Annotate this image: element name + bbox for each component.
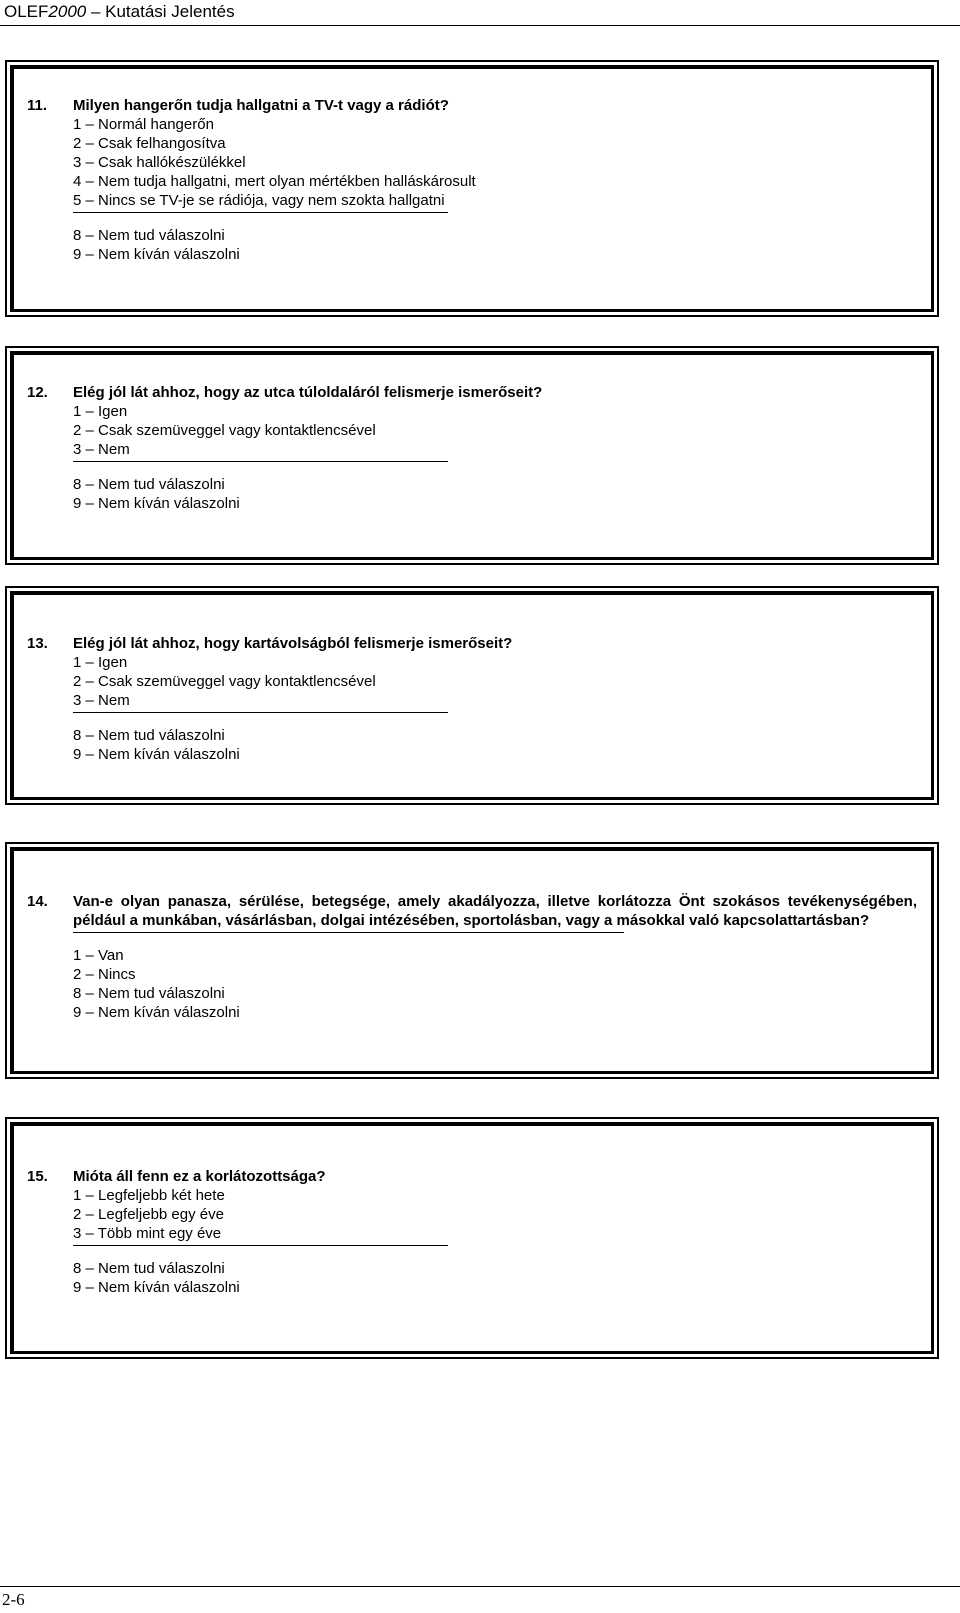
header-prefix: OLEF [4, 2, 49, 21]
question-box-11 [5, 60, 939, 317]
header-title: – Kutatási Jelentés [86, 2, 235, 21]
question-text: Elég jól lát ahhoz, hogy kartávolságból felismerje ismerőseit? [73, 635, 513, 652]
answer-option: 8 – Nem tud válaszolni [73, 476, 225, 493]
question-box-15 [5, 1117, 939, 1359]
header-series: 2000 [48, 2, 87, 21]
question-text: Elég jól lát ahhoz, hogy az utca túloldaláról felismerje ismerőseit? [73, 384, 543, 401]
question-15 [27, 1167, 917, 1186]
question-13 [27, 634, 917, 653]
answer-option: 1 – Van [73, 947, 124, 964]
answer-option: 1 – Normál hangerőn [73, 116, 214, 133]
answer-option: 8 – Nem tud válaszolni [73, 985, 225, 1002]
answer-option: 1 – Igen [73, 654, 128, 671]
answer-option: 9 – Nem kíván válaszolni [73, 495, 240, 512]
answer-option: 2 – Nincs [73, 966, 136, 983]
answer-option: 1 – Legfeljebb két hete [73, 1187, 225, 1204]
answer-option: 3 – Nem [73, 692, 130, 709]
question-number: 12. [27, 384, 48, 401]
question-number: 14. [27, 893, 48, 910]
question-11 [27, 96, 917, 115]
answer-option: 3 – Több mint egy éve [73, 1225, 222, 1242]
answer-option: 3 – Nem [73, 441, 130, 458]
header-rule [0, 25, 960, 26]
answer-option: 8 – Nem tud válaszolni [73, 727, 225, 744]
question-14 [27, 892, 917, 930]
question-number: 13. [27, 635, 48, 652]
answer-option: 9 – Nem kíván válaszolni [73, 1279, 240, 1296]
question-box-14 [5, 842, 939, 1079]
question-text: Mióta áll fenn ez a korlátozottsága? [73, 1168, 326, 1185]
answer-option: 9 – Nem kíván válaszolni [73, 246, 240, 263]
answer-option: 8 – Nem tud válaszolni [73, 1260, 225, 1277]
answer-option: 5 – Nincs se TV-je se rádiója, vagy nem szokta hallgatni [73, 192, 445, 209]
answer-option: 2 – Csak felhangosítva [73, 135, 226, 152]
question-number: 15. [27, 1168, 48, 1185]
answer-option: 2 – Csak szemüveggel vagy kontaktlencsével [73, 422, 376, 439]
answer-option: 9 – Nem kíván válaszolni [73, 1004, 240, 1021]
question-number: 11. [27, 97, 48, 114]
question-text: Van-e olyan panasza, sérülése, betegsége, amely akadályozza, illetve korlátozza Önt szokásos tevékenységében, például a munkában, vásárlásban, dolgai intézésében, sportolásban, vagy a másokkal való kapcsolattartásban? [73, 893, 917, 929]
question-box-13 [5, 586, 939, 805]
footer-rule [0, 1586, 960, 1587]
answer-option: 4 – Nem tudja hallgatni, mert olyan mértékben halláskárosult [73, 173, 476, 190]
answer-option: 8 – Nem tud válaszolni [73, 227, 225, 244]
answer-option: 1 – Igen [73, 403, 128, 420]
answer-option: 2 – Csak szemüveggel vagy kontaktlencsével [73, 673, 376, 690]
answer-option: 9 – Nem kíván válaszolni [73, 746, 240, 763]
answer-option: 3 – Csak hallókészülékkel [73, 154, 246, 171]
page-header [4, 0, 235, 26]
question-12 [27, 383, 917, 402]
question-box-12 [5, 346, 939, 565]
question-text: Milyen hangerőn tudja hallgatni a TV-t vagy a rádiót? [73, 97, 449, 114]
answer-option: 2 – Legfeljebb egy éve [73, 1206, 224, 1223]
page-number: 2-6 [2, 1590, 25, 1609]
